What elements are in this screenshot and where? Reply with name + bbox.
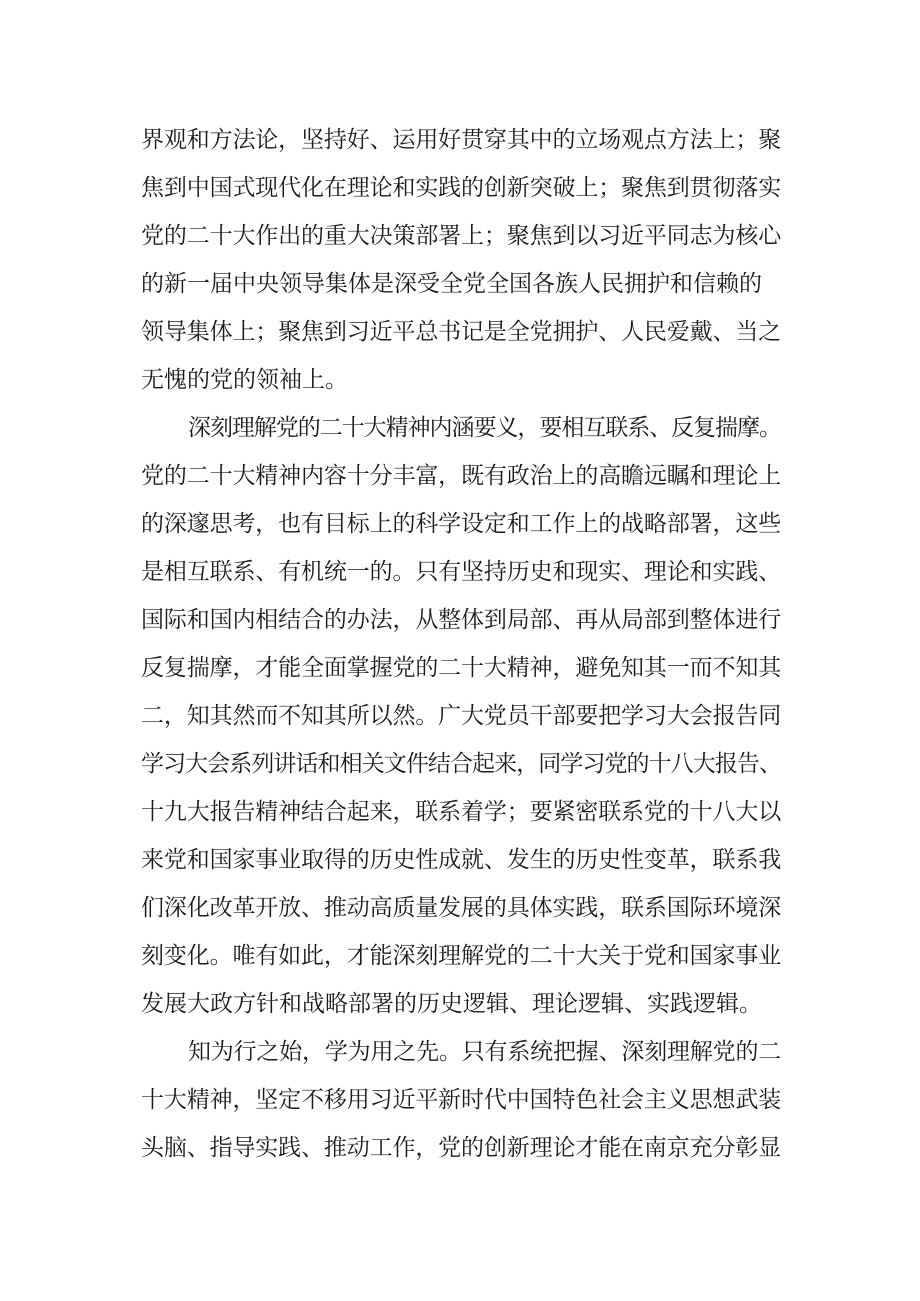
text-line: 党的二十大作出的重大决策部署上；聚焦到以习近平同志为核心	[141, 223, 782, 249]
paragraph-first-line: 深刻理解党的二十大精神内涵要义，要相互联系、反复揣摩。	[188, 415, 781, 441]
text-line: 无愧的党的领袖上。	[141, 367, 348, 393]
text-line: 的新一届中央领导集体是深受全党全国各族人民拥护和信赖的	[141, 271, 762, 297]
text-line: 二，知其然而不知其所以然。广大党员干部要把学习大会报告同	[141, 703, 782, 729]
text-line: 来党和国家事业取得的历史性成就、发生的历史性变革，联系我	[141, 847, 782, 873]
text-line: 国际和国内相结合的办法，从整体到局部、再从局部到整体进行	[141, 607, 782, 633]
paragraph-first-line: 知为行之始，学为用之先。只有系统把握、深刻理解党的二	[188, 1039, 782, 1065]
text-line: 党的二十大精神内容十分丰富，既有政治上的高瞻远瞩和理论上	[141, 463, 782, 489]
text-line: 头脑、指导实践、推动工作，党的创新理论才能在南京充分彰显	[141, 1135, 782, 1161]
text-line: 刻变化。唯有如此，才能深刻理解党的二十大关于党和国家事业	[141, 943, 782, 969]
text-line: 界观和方法论，坚持好、运用好贯穿其中的立场观点方法上；聚	[141, 127, 782, 153]
text-line: 的深邃思考，也有目标上的科学设定和工作上的战略部署，这些	[141, 511, 782, 537]
text-line: 是相互联系、有机统一的。只有坚持历史和现实、理论和实践、	[141, 559, 782, 585]
text-line: 领导集体上；聚焦到习近平总书记是全党拥护、人民爱戴、当之	[141, 319, 782, 345]
text-line: 发展大政方针和战略部署的历史逻辑、理论逻辑、实践逻辑。	[141, 991, 762, 1017]
text-line: 焦到中国式现代化在理论和实践的创新突破上；聚焦到贯彻落实	[141, 175, 782, 201]
text-line: 十大精神，坚定不移用习近平新时代中国特色社会主义思想武装	[141, 1087, 782, 1113]
text-line: 反复揣摩，才能全面掌握党的二十大精神，避免知其一而不知其	[141, 655, 782, 681]
text-line: 们深化改革开放、推动高质量发展的具体实践，联系国际环境深	[141, 895, 782, 921]
text-line: 十九大报告精神结合起来，联系着学；要紧密联系党的十八大以	[141, 799, 782, 825]
text-line: 学习大会系列讲话和相关文件结合起来，同学习党的十八大报告、	[141, 751, 782, 777]
